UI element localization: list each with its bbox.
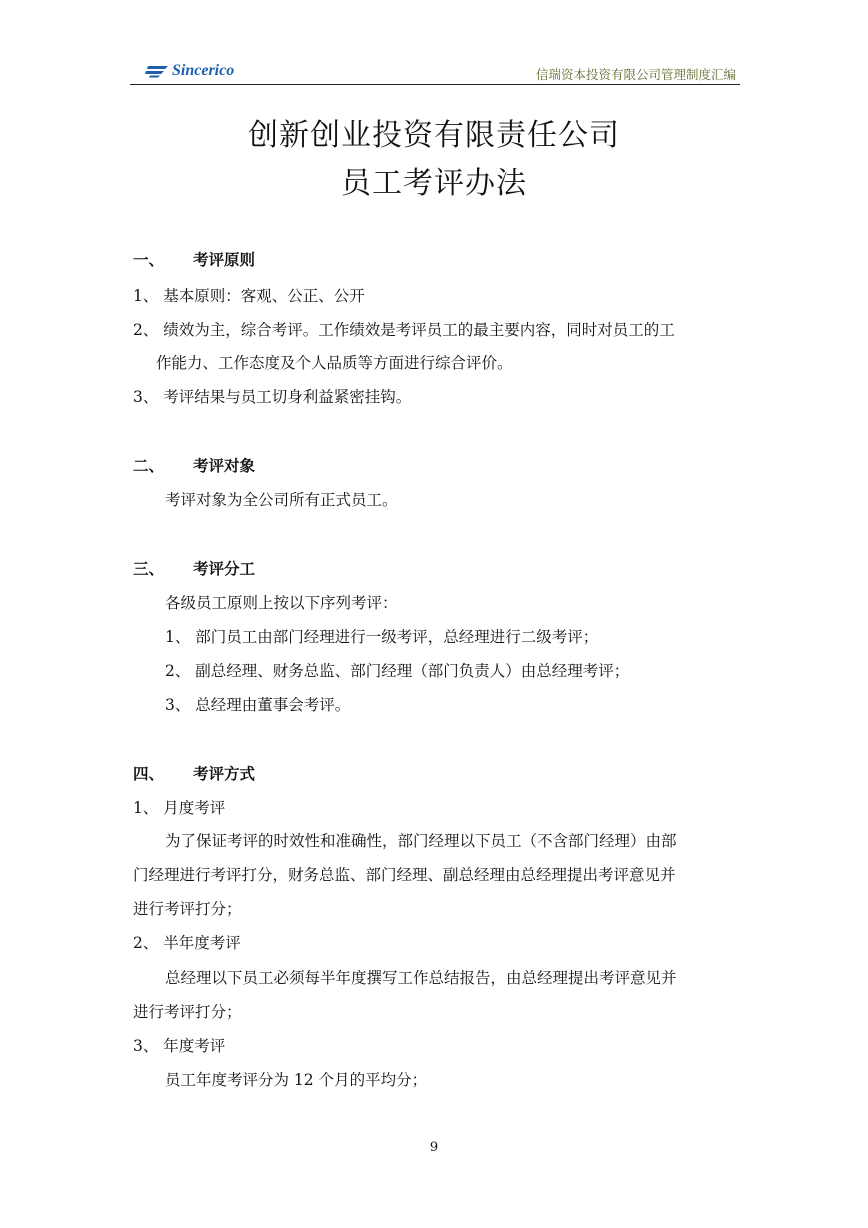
section-number: 三、: [133, 559, 165, 578]
section-heading-subjects: [133, 456, 255, 476]
paragraph-line: 员工年度考评分为 12 个月的平均分；: [165, 1071, 428, 1089]
page-header: [130, 60, 740, 85]
company-logo: [144, 62, 234, 80]
paragraph-line: 各级员工原则上按以下序列考评：: [165, 594, 398, 612]
paragraph-line: 3、 年度考评: [133, 1037, 226, 1055]
paragraph-line: 3、 总经理由董事会考评。: [165, 696, 351, 714]
section-title: 考评方式: [193, 764, 256, 783]
paragraph-line: 进行考评打分；: [133, 1003, 242, 1021]
section-heading-principles: [133, 250, 255, 270]
paragraph-line: 总经理以下员工必须每半年度撰写工作总结报告，由总经理提出考评意见并: [165, 969, 677, 987]
section-title: 考评对象: [193, 456, 256, 475]
section-number: 一、: [133, 250, 165, 269]
paragraph-line: 2、 绩效为主，综合考评。工作绩效是考评员工的最主要内容，同时对员工的工: [133, 321, 675, 339]
section-title: 考评分工: [193, 559, 256, 578]
paragraph-line: 1、 月度考评: [133, 799, 226, 817]
section-title: 考评原则: [193, 250, 256, 269]
page-number: 9: [429, 1140, 439, 1155]
logo-mark-icon: [144, 64, 170, 78]
paragraph-line: 2、 半年度考评: [133, 934, 241, 952]
document-title-company: 创新创业投资有限责任公司: [248, 118, 620, 153]
paragraph-line: 3、 考评结果与员工切身利益紧密挂钩。: [133, 388, 412, 406]
section-heading-division: [133, 559, 255, 579]
document-title-subject: 员工考评办法: [341, 166, 527, 201]
paragraph-line: 1、 基本原则：客观、公正、公开: [133, 287, 365, 305]
section-number: 四、: [133, 764, 165, 783]
paragraph-line: 2、 副总经理、财务总监、部门经理（部门负责人）由总经理考评；: [165, 662, 630, 680]
paragraph-line: 作能力、工作态度及个人品质等方面进行综合评价。: [156, 354, 513, 372]
paragraph-line: 为了保证考评的时效性和准确性，部门经理以下员工（不含部门经理）由部: [165, 832, 677, 850]
paragraph-line: 门经理进行考评打分，财务总监、部门经理、副总经理由总经理提出考评意见并: [133, 866, 676, 884]
logo-text: Sincerico: [172, 62, 235, 79]
paragraph-line: 考评对象为全公司所有正式员工。: [165, 491, 398, 509]
section-heading-methods: [133, 764, 255, 784]
paragraph-line: 1、 部门员工由部门经理进行一级考评，总经理进行二级考评；: [165, 628, 599, 646]
document-series-title: 信瑞资本投资有限公司管理制度汇编: [535, 67, 736, 82]
paragraph-line: 进行考评打分；: [133, 900, 242, 918]
section-number: 二、: [133, 456, 165, 475]
